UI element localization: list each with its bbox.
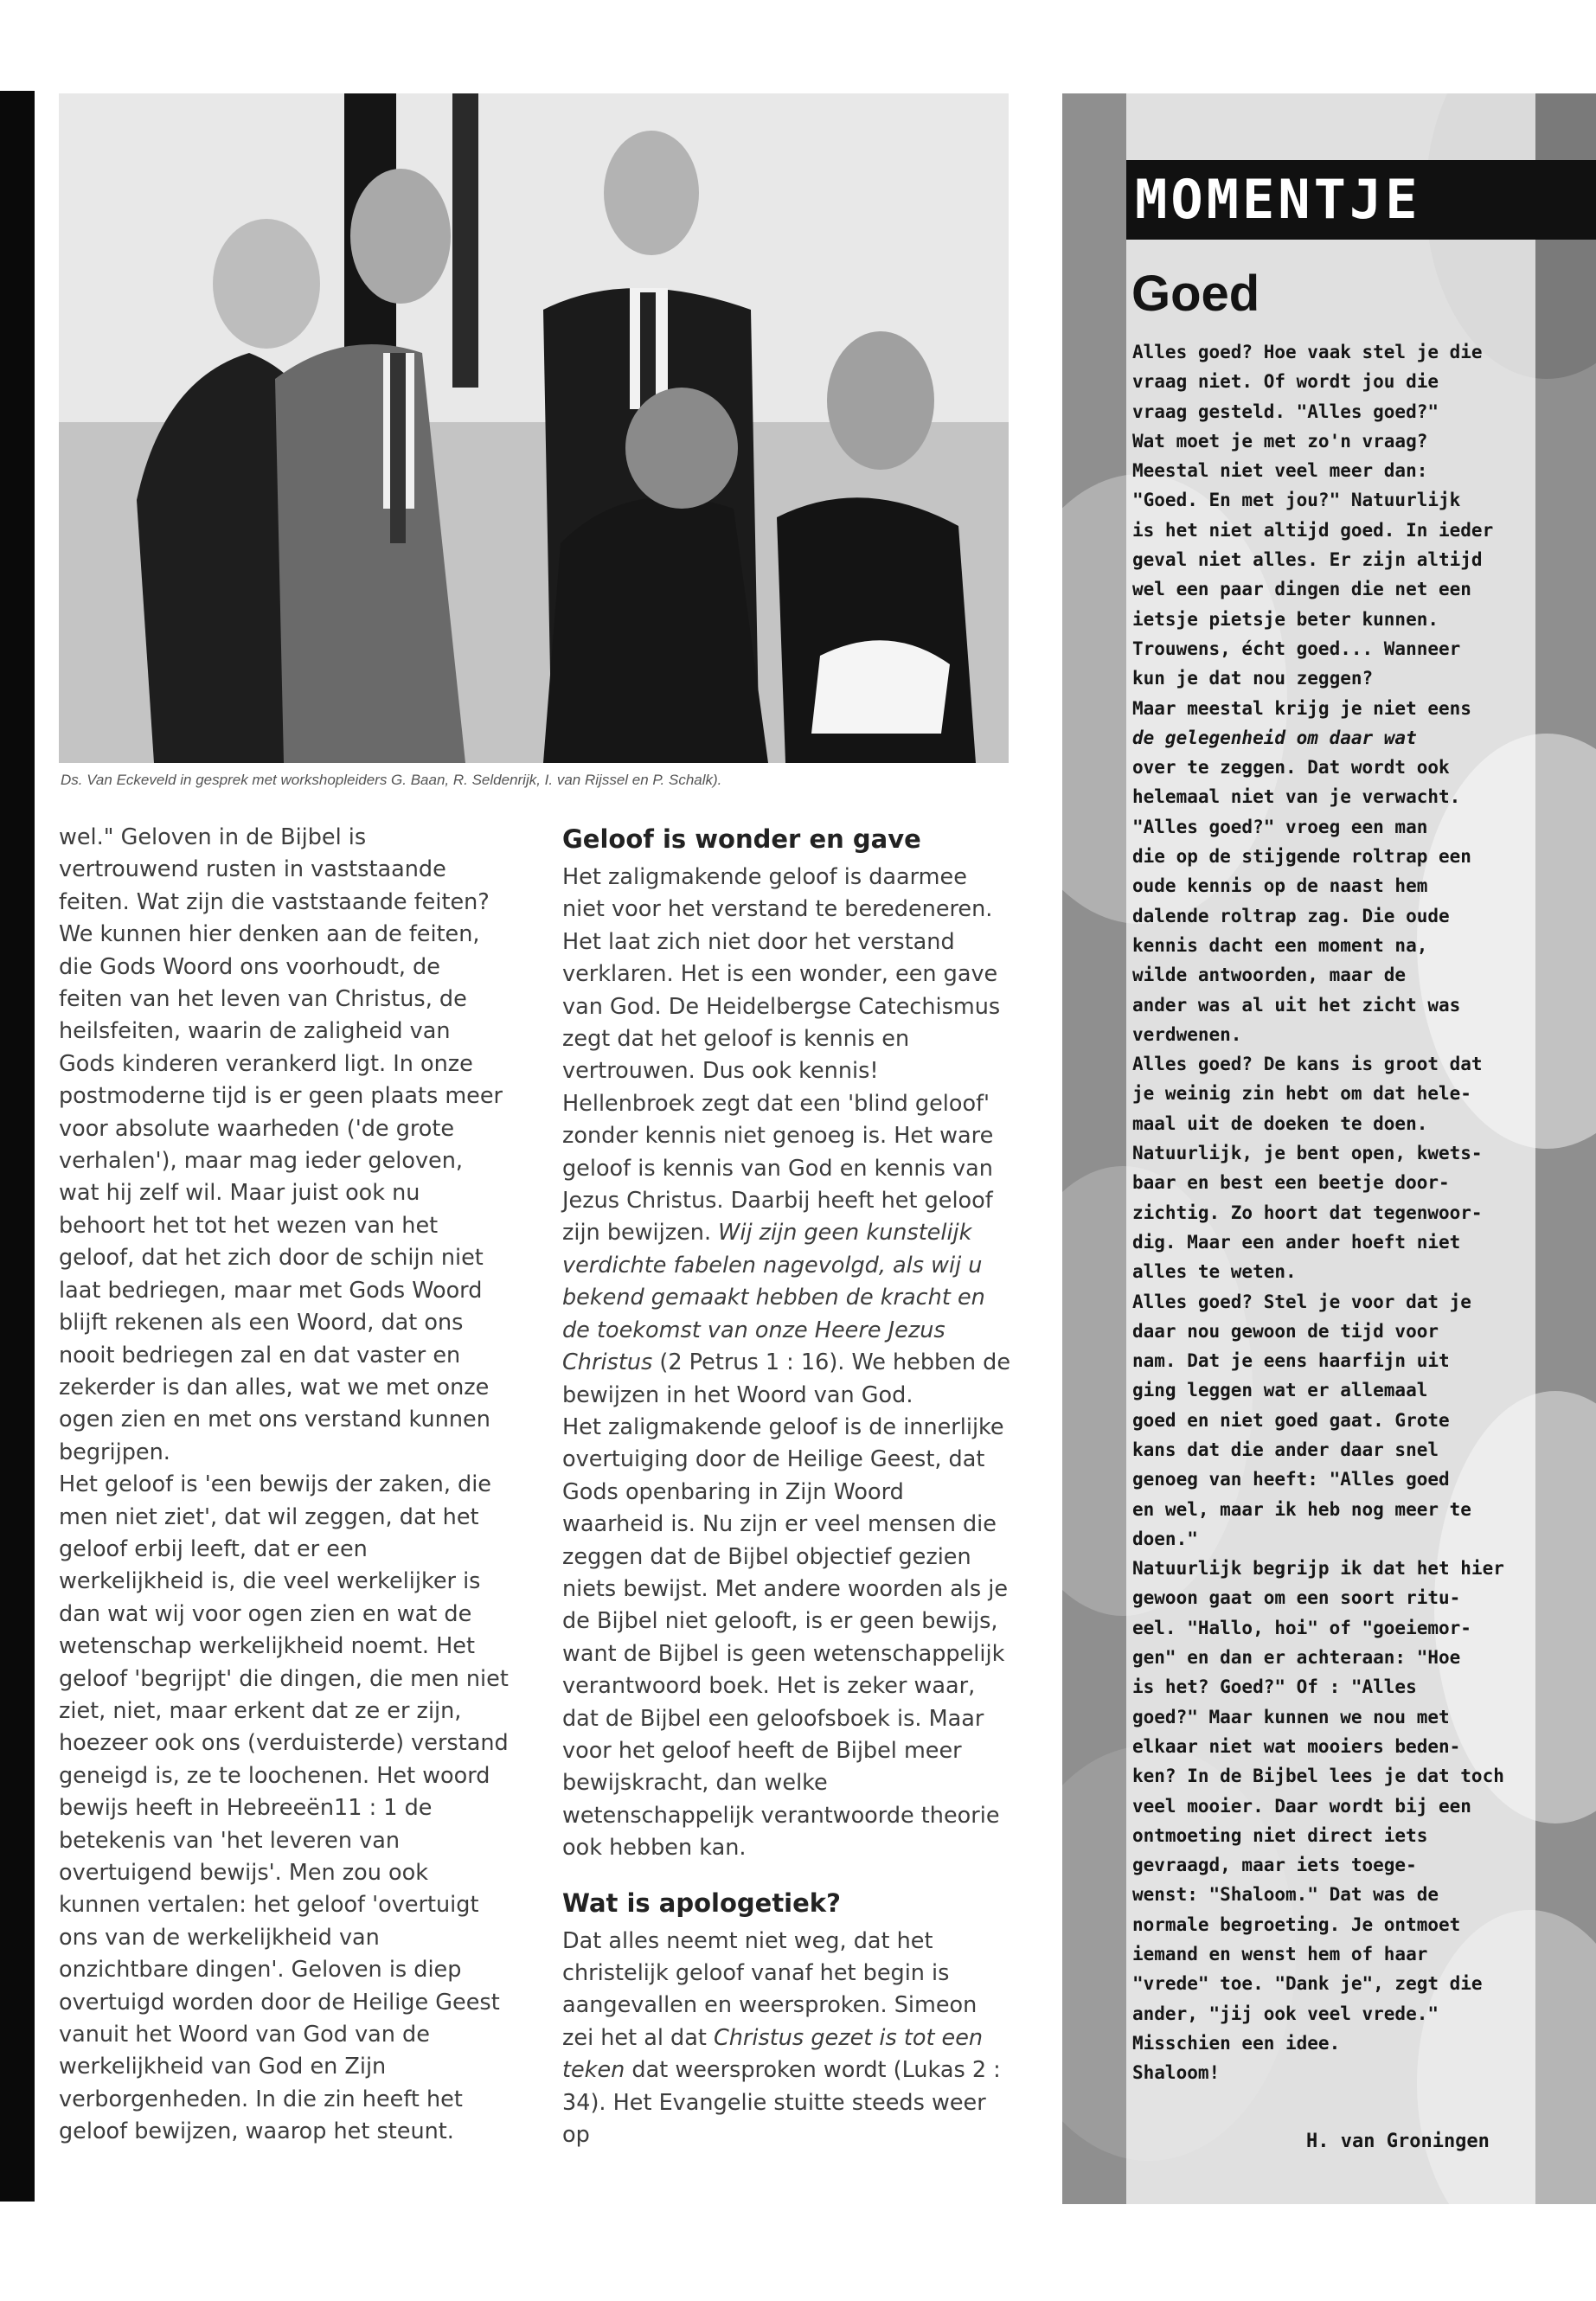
article-paragraph: Het zaligmakende geloof is daarmee niet voor het verstand te beredeneren. Het laat zich niet door het verstand verklaren. Het is een wonder, een gave van God. De Heidelbergse Catechismus zegt dat het geloof is kennis en vertrouwen. Dus ook kennis! Hellenbroek zegt dat een 'blind geloof' zonder kennis niet genoeg is. Het ware geloof is kennis van God en kennis van Jezus Christus. Daarbij heeft het geloof zijn bewijzen. Wij zijn geen kunstelijk verdichte fabelen nagevolgd, als wij u bekend gemaakt hebben de kracht en de toekomst van onze Heere Jezus Christus (2 Petrus 1 : 16). We hebben de bewijzen in het Woord van God. xyxy=(562,864,1011,1408)
momentje-sidebar xyxy=(1062,93,1596,2204)
momentje-header: MOMENTJE xyxy=(1126,160,1596,240)
bible-quote: Wij zijn geen kunstelijk verdichte fabelen nagevolgd, als wij u bekend gemaakt hebben de kracht en de toekomst van onze Heere Jezus Christus xyxy=(562,1220,985,1376)
article-paragraph: Het geloof is 'een bewijs der zaken, die men niet ziet', dat wil zeggen, dat het geloof erbij leeft, dat er een werkelijkheid is, die veel werkelijker is dan wat wij voor ogen zien en wat de wetenschap werkelijkheid noemt. Het geloof 'begrijpt' die dingen, die men niet ziet, niet, maar erkent dat ze er zijn, hoezeer ook ons (verduisterde) verstand geneigd is, ze te loochenen. Het woord bewijs heeft in Hebreeën11 : 1 de betekenis van 'het leveren van overtuigend bewijs'. Men zou ook kunnen vertalen: het geloof 'overtuigt ons van de werkelijkheid van onzichtbare dingen'. Geloven is diep overtuigd worden door de Heilige Geest vanuit het Woord van God van de werkelijkheid van God en Zijn verborgenheden. In die zin heeft het geloof bewijzen, waarop het steunt. xyxy=(59,1471,509,2145)
bible-quote: Christus gezet is tot een teken xyxy=(562,2024,984,2084)
article-column-1 xyxy=(59,822,509,2149)
photo-caption: Ds. Van Eckeveld in gesprek met workshopleiders G. Baan, R. Seldenrijk, I. van Rijssel en P. Schalk). xyxy=(61,772,722,788)
section-heading: Wat is apologetiek? xyxy=(562,1888,841,1918)
section-heading: Geloof is wonder en gave xyxy=(562,824,921,854)
sidebar-title: Goed xyxy=(1131,266,1260,322)
article-paragraph: Dat alles neemt niet weg, dat het christelijk geloof vanaf het begin is aangevallen en weersproken. Simeon zei het al dat Christus gezet is tot een teken dat weersproken wordt (Lukas 2 : 34). Het Evangelie stuitte steeds weer op xyxy=(562,1927,1001,2149)
sidebar-author: H. van Groningen xyxy=(1306,2131,1490,2152)
page-edge-bar xyxy=(0,91,35,2202)
sidebar-body: Alles goed? Hoe vaak stel je die vraag niet. Of wordt jou die vraag gesteld. "Alles goed?" Wat moet je met zo'n vraag? Meestal niet veel meer dan: "Goed. En met jou?" Natuurlijk is het niet altijd goed. In ieder geval niet alles. Er zijn altijd wel een paar dingen die net een ietsje pietsje beter kunnen. Trouwens, écht goed... Wanneer kun je dat nou zeggen? Maar meestal krijg je niet eens de gelegenheid om daar wat over te zeggen. Dat wordt ook helemaal niet van je verwacht. "Alles goed?" vroeg een man die op de stijgende roltrap een oude kennis op de naast hem dalende roltrap zag. Die oude kennis dacht een moment na, wilde antwoorden, maar de ander was al uit het zicht was verdwenen. Alles goed? De kans is groot dat je weinig zin hebt om dat hele- maal uit de doeken te doen. Natuurlijk, je bent open, kwets- baar en best een beetje door- zichtig. Zo hoort dat tegenwoor- dig. Maar een ander hoeft niet alles te weten. Alles goed? Stel je voor dat je daar nou gewoon de tijd voor nam. Dat je eens haarfijn uit ging leggen wat er allemaal goed en niet goed gaat. Grote kans dat die ander daar snel genoeg van heeft: "Alles goed en wel, maar ik heb nog meer te doen." Natuurlijk begrijp ik dat het hier gewoon gaat om een soort ritu- eel. "Hallo, hoi" of "goeiemor- gen" en dan er achteraan: "Hoe is het? Goed?" Of : "Alles goed?" Maar kunnen we nou met elkaar niet wat mooiers beden- ken? In de Bijbel lees je dat toch veel mooier. Daar wordt bij een ontmoeting niet direct iets gevraagd, maar iets toege- wenst: "Shaloom." Dat was de normale begroeting. Je ontmoet iemand en wenst hem of haar "vrede" toe. "Dank je", zegt die ander, "jij ook veel vrede." Misschien een idee. Shaloom! xyxy=(1132,342,1504,2084)
group-photo xyxy=(59,93,1009,763)
photo-illustration xyxy=(59,93,1009,763)
article-paragraph: wel." Geloven in de Bijbel is vertrouwend rusten in vaststaande feiten. Wat zijn die vaststaande feiten? We kunnen hier denken aan de feiten, die Gods Woord ons voorhoudt, de feiten van het leven van Christus, de heilsfeiten, waarin de zaligheid van Gods kinderen verankerd ligt. In onze postmoderne tijd is er geen plaats meer voor absolute waarheden ('de grote verhalen'), maar mag ieder geloven, wat hij zelf wil. Maar juist ook nu behoort het tot het wezen van het geloof, dat het zich door de schijn niet laat bedriegen, maar met Gods Woord blijft rekenen als een Woord, dat ons nooit bedriegen zal en dat vaster en zekerder is dan alles, wat we met onze ogen zien en met ons verstand kunnen begrijpen. xyxy=(59,824,503,1465)
article-paragraph: Het zaligmakende geloof is de innerlijke overtuiging door de Heilige Geest, dat Gods openbaring in Zijn Woord waarheid is. Nu zijn er veel mensen die zeggen dat de Bijbel objectief gezien niets bewijst. Met andere woorden als je de Bijbel niet gelooft, is er geen bewijs, want de Bijbel is geen wetenschappelijk verantwoord boek. Het is zeker waar, dat de Bijbel een geloofsboek is. Maar voor het geloof heeft de Bijbel meer bewijskracht, dan welke wetenschappelijk verantwoorde theorie ook hebben kan. xyxy=(562,1413,1009,1862)
article-column-2 xyxy=(562,822,1012,2151)
